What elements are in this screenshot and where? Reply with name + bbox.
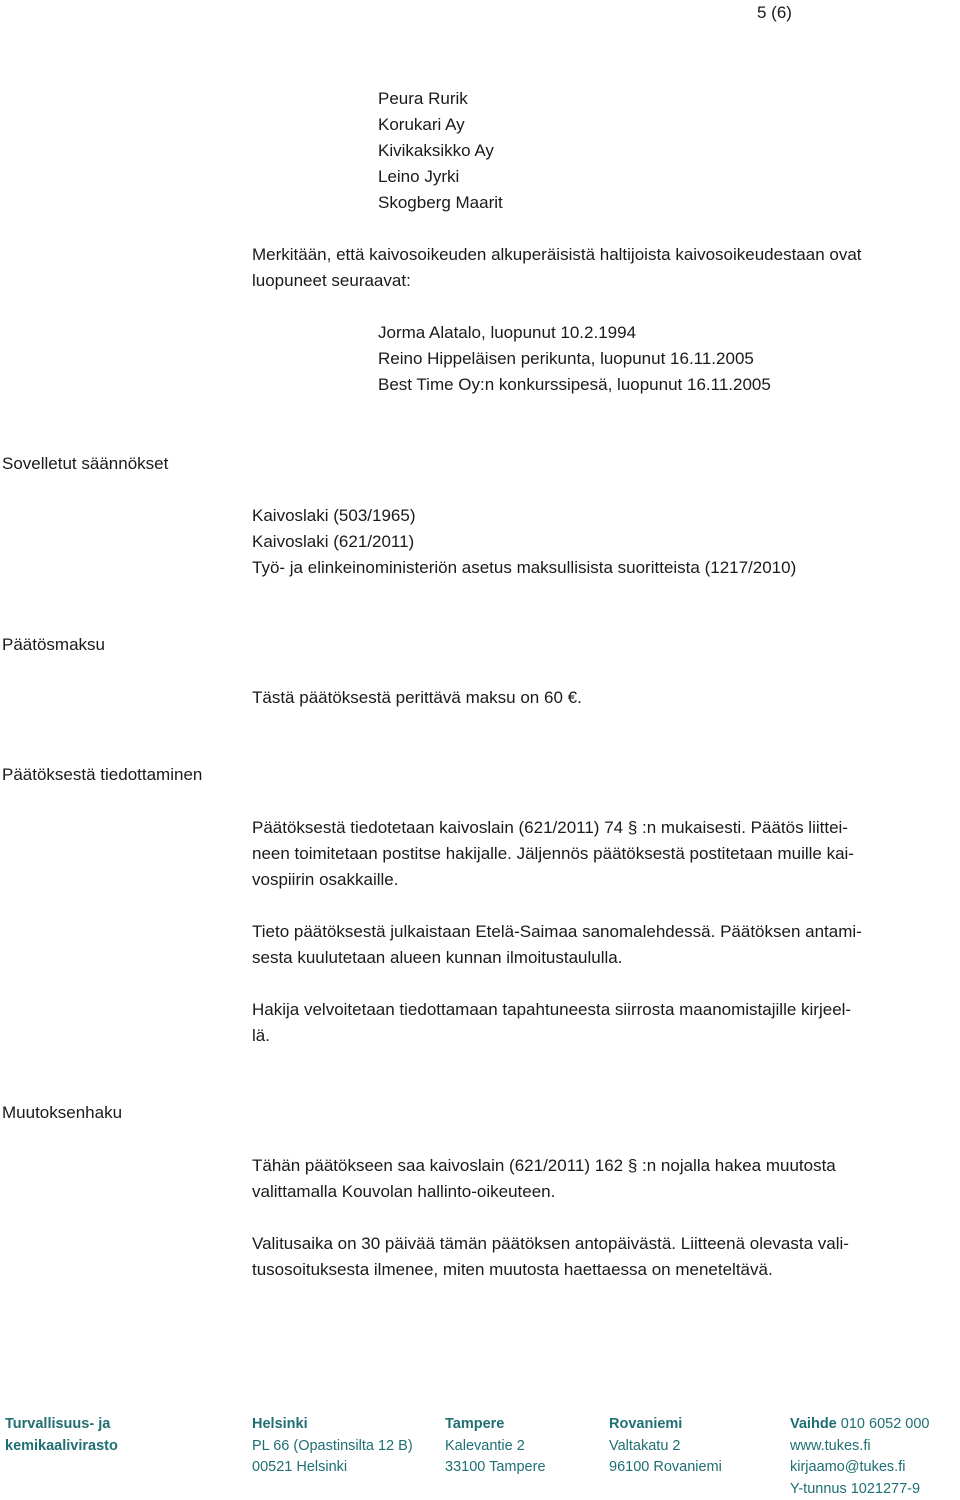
list-item: Kaivoslaki (503/1965) <box>252 503 415 529</box>
phone-label: Vaihde <box>790 1416 837 1432</box>
list-item: Peura Rurik <box>378 86 468 112</box>
list-item: Korukari Ay <box>378 112 465 138</box>
paragraph-line: lä. <box>252 1023 270 1049</box>
list-item: Kivikaksikko Ay <box>378 138 494 164</box>
office-postcode: 33100 Tampere <box>445 1457 546 1479</box>
paragraph-line: Valitusaika on 30 päivää tämän päätöksen antopäivästä. Liitteenä olevasta vali- <box>252 1231 849 1257</box>
email-link[interactable]: kirjaamo@tukes.fi <box>790 1457 929 1479</box>
paragraph-line: neen toimitetaan postitse hakijalle. Jäljennös päätöksestä postitetaan muille kai- <box>252 841 854 867</box>
paragraph-line: Tieto päätöksestä julkaistaan Etelä-Saimaa sanomalehdessä. Päätöksen antami- <box>252 919 862 945</box>
paragraph-line: vospiirin osakkaille. <box>252 867 398 893</box>
paragraph-line: tusosoituksesta ilmenee, miten muutosta haettaessa on meneteltävä. <box>252 1257 773 1283</box>
section-heading-fee: Päätösmaksu <box>2 632 105 658</box>
page-number: 5 (6) <box>757 0 792 26</box>
office-postcode: 00521 Helsinki <box>252 1457 413 1479</box>
list-item: Jorma Alatalo, luopunut 10.2.1994 <box>378 320 636 346</box>
website-link[interactable]: www.tukes.fi <box>790 1436 929 1458</box>
office-city: Helsinki <box>252 1414 413 1436</box>
paragraph-line: luopuneet seuraavat: <box>252 268 411 294</box>
list-item: Skogberg Maarit <box>378 190 503 216</box>
office-city: Rovaniemi <box>609 1414 722 1436</box>
paragraph-line: Päätöksestä tiedotetaan kaivoslain (621/2011) 74 § :n mukaisesti. Päätös liittei- <box>252 815 848 841</box>
footer-rovaniemi <box>609 1414 722 1479</box>
footer-tampere <box>445 1414 546 1479</box>
section-heading-notify: Päätöksestä tiedottaminen <box>2 762 202 788</box>
phone-number: 010 6052 000 <box>841 1416 930 1432</box>
footer-helsinki <box>252 1414 413 1479</box>
list-item: Kaivoslaki (621/2011) <box>252 529 414 555</box>
business-id: Y-tunnus 1021277-9 <box>790 1479 929 1500</box>
paragraph-line: Hakija velvoitetaan tiedottamaan tapahtuneesta siirrosta maanomistajille kirjeel- <box>252 997 851 1023</box>
office-address: PL 66 (Opastinsilta 12 B) <box>252 1436 413 1458</box>
paragraph-line: sesta kuulutetaan alueen kunnan ilmoitustaululla. <box>252 945 622 971</box>
office-postcode: 96100 Rovaniemi <box>609 1457 722 1479</box>
org-name-line: kemikaalivirasto <box>5 1436 118 1458</box>
list-item: Best Time Oy:n konkurssipesä, luopunut 16.11.2005 <box>378 372 771 398</box>
office-address: Valtakatu 2 <box>609 1436 722 1458</box>
phone-line <box>790 1414 929 1436</box>
footer-org <box>5 1414 118 1457</box>
section-heading-appeal: Muutoksenhaku <box>2 1100 122 1126</box>
org-name-line: Turvallisuus- ja <box>5 1414 118 1436</box>
office-city: Tampere <box>445 1414 546 1436</box>
section-heading-rules: Sovelletut säännökset <box>2 451 168 477</box>
list-item: Leino Jyrki <box>378 164 459 190</box>
paragraph-line: Merkitään, että kaivosoikeuden alkuperäisistä haltijoista kaivosoikeudestaan ovat <box>252 242 862 268</box>
paragraph-line: Tähän päätökseen saa kaivoslain (621/2011) 162 § :n nojalla hakea muutosta <box>252 1153 836 1179</box>
paragraph-line: valittamalla Kouvolan hallinto-oikeuteen. <box>252 1179 555 1205</box>
footer-contact <box>790 1414 929 1500</box>
office-address: Kalevantie 2 <box>445 1436 546 1458</box>
list-item: Reino Hippeläisen perikunta, luopunut 16.11.2005 <box>378 346 754 372</box>
fee-text: Tästä päätöksestä perittävä maksu on 60 €. <box>252 685 582 711</box>
list-item: Työ- ja elinkeinoministeriön asetus maksullisista suoritteista (1217/2010) <box>252 555 796 581</box>
